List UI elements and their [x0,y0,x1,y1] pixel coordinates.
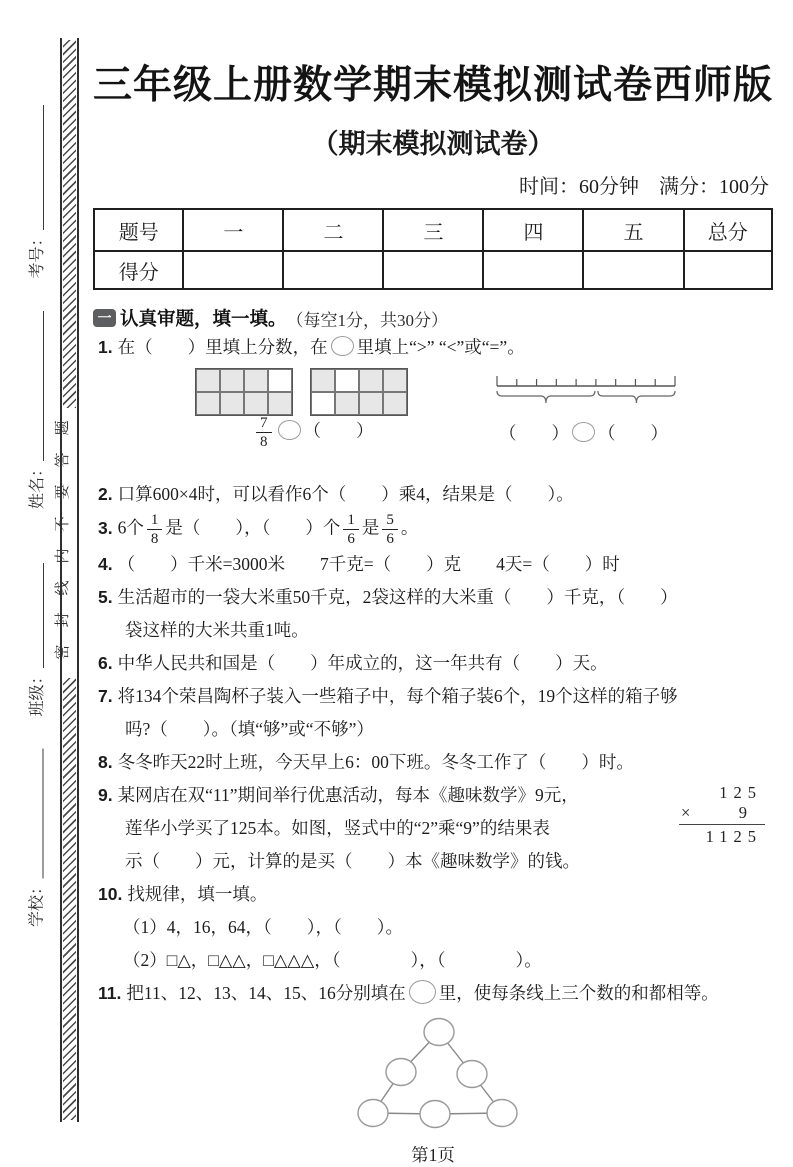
score-cell [583,251,683,289]
score-cell [283,251,383,289]
time-score-info: 时间：60分钟 满分：100分 [519,176,769,198]
class-field [27,555,49,725]
exam-content [93,0,773,1167]
question-7-text2: 吗?（ ）。（填“够”或“不够”） [125,719,374,739]
question-3-text: 6个 [117,517,144,538]
shaded-cell [220,392,244,415]
class-blank-line [29,564,44,669]
school-label: 学校： [28,879,46,928]
question-9-line3 [93,845,673,878]
seal-warning-char: 线 [55,580,71,596]
score-table-header-row [94,209,772,251]
school-blank-line [29,749,44,879]
exam-number-label: 考号： [29,230,46,279]
section-1-header [93,305,773,331]
question-5 [93,581,773,614]
shaded-cell [335,392,359,415]
question-10-number: 10. [98,884,123,904]
seal-warning-char: 内 [55,548,71,564]
question-2-number: 2. [98,484,113,504]
fraction-one-sixth: $\frac{1}{6}$ [343,511,359,548]
question-9-text3: 示（ ）元，计算的是买（ ）本《趣味数学》的钱。 [125,851,580,871]
question-6 [93,647,773,680]
shaded-cell [196,392,220,415]
compare-circle-icon [278,420,301,440]
score-cell [183,251,283,289]
page-number: 第1页 [411,1145,455,1165]
question-5-text2: 袋这样的大米共重1吨。 [125,620,309,640]
question-11-number: 11. [98,983,122,1003]
question-10-sub2 [93,944,773,977]
product: 1125 [705,827,762,846]
compare-circle-icon [331,336,354,356]
shaded-cell [196,369,220,392]
fraction-one-eighth: $\frac{1}{8}$ [147,511,163,548]
question-11-text: 把11、12、13、14、15、16分别填在 [126,983,406,1003]
seal-warning-char: 要 [55,484,71,500]
question-8 [93,746,773,779]
question-2 [93,478,773,511]
score-table-score-row [94,251,772,289]
question-4 [93,548,773,581]
question-10-sub1-text: （1）4，16，64，（ ），（ ）。 [123,917,403,937]
seal-hatch-bottom [63,678,76,1120]
empty-cell [311,392,335,415]
fraction-grid-1 [195,368,293,416]
answer-blank: （ ） [499,423,569,443]
question-3-number: 3. [98,517,113,538]
answer-circle [487,1100,517,1127]
seal-warning-char: 密 [55,644,71,660]
question-6-text: 中华人民共和国是（ ）年成立的，这一年共有（ ）天。 [117,653,608,673]
answer-blank: （ ） [303,420,374,441]
question-7-continued [93,713,773,746]
score-col-header: 二 [283,209,383,251]
question-10-text: 找规律，填一填。 [127,884,268,904]
question-11-text2: 里，使每条线上三个数的和都相等。 [438,983,719,1003]
multiply-sign: × [681,803,691,822]
question-8-text: 冬冬昨天22时上班，今天早上6：00下班。冬冬工作了（ ）时。 [117,752,634,772]
shaded-cell [359,392,383,415]
question-7-text: 将134个荣昌陶杯子装入一些箱子中，每个箱子装6个，19个这样的箱子够 [117,686,678,706]
exam-number-field [27,97,49,287]
fraction-seven-eighths: $\frac{7}{8}$ [256,414,272,451]
question-3-text: 是（ ），（ ）个 [165,517,341,538]
shaded-cell [359,369,383,392]
page-title: 三年级上册数学期末模拟测试卷西师版 [93,64,774,107]
answer-blank: （ ） [598,423,668,443]
question-9-number: 9. [98,785,113,805]
shaded-cell [268,392,292,415]
answer-circle [358,1100,388,1127]
answer-circle [386,1059,416,1086]
question-10 [93,878,773,911]
compare-circle-icon [572,422,595,442]
question-11-triangle-figure [93,1010,773,1138]
triangle-circles-figure [355,1012,533,1136]
question-1-text2: 里填上“>” “<”或“=”。 [356,337,525,357]
question-5-text: 生活超市的一袋大米重50千克，2袋这样的大米重（ ）千克，（ ） [117,587,678,607]
question-5-continued [93,614,773,647]
answer-circle [424,1019,454,1046]
score-col-header: 五 [583,209,683,251]
empty-cell [268,369,292,392]
fraction-five-sixths: $\frac{5}{6}$ [382,511,398,548]
answer-circle [420,1101,450,1128]
shaded-cell [244,369,268,392]
numberline-compare-row [499,420,668,445]
section-1-title: 认真审题，填一填。 [120,308,287,329]
fill-circle-icon [409,980,436,1004]
empty-cell [335,369,359,392]
question-1-figure [93,364,773,478]
vertical-multiplication-figure [679,783,765,847]
score-row-label: 得分 [94,251,183,289]
section-1-note: （每空1分，共30分） [286,310,449,330]
score-cell [383,251,483,289]
question-4-number: 4. [98,554,113,574]
question-6-number: 6. [98,653,113,673]
score-col-header: 题号 [94,209,183,251]
shaded-cell [311,369,335,392]
student-name-label: 姓名： [29,461,46,510]
section-1-badge: 一 [93,309,116,327]
question-11 [93,977,773,1010]
score-cell [483,251,583,289]
score-table [93,208,773,290]
shaded-cell [220,369,244,392]
question-2-text: 口算600×4时，可以看作6个（ ）乘4，结果是（ ）。 [117,484,574,504]
fraction-grid-2 [310,368,408,416]
seal-warning-text [56,412,80,668]
score-col-header: 三 [383,209,483,251]
seal-warning-char: 封 [55,612,71,628]
seal-warning-char: 答 [55,452,71,468]
question-1 [93,331,773,364]
exam-number-blank-line [29,106,44,231]
school-field [27,741,49,936]
question-9-line2 [93,812,673,845]
student-name-blank-line [29,311,44,461]
seal-hatch-top [63,40,76,408]
class-label: 班级： [29,668,46,717]
question-10-sub1 [93,911,773,944]
question-4-text: （ ）千米=3000米 7千克=（ ）克 4天=（ ）时 [117,554,620,574]
question-5-number: 5. [98,587,113,607]
question-7-number: 7. [98,686,113,706]
page-subtitle: （期末模拟测试卷） [311,129,555,159]
question-1-number: 1. [98,337,113,357]
score-col-header: 四 [483,209,583,251]
question-3 [93,511,773,548]
question-8-number: 8. [98,752,113,772]
student-name-field [27,300,49,520]
question-3-text: 是 [361,517,380,538]
multiplier: 9 [738,803,753,822]
grid-compare-row [253,414,374,451]
shaded-cell [244,392,268,415]
shaded-cell [383,392,407,415]
question-3-text: 。 [400,517,419,538]
answer-circle [457,1061,487,1088]
score-cell [684,251,773,289]
score-col-header: 总分 [684,209,773,251]
seal-warning-char: 题 [55,420,71,436]
number-line-figure [493,374,683,418]
question-10-sub2-text: （2）□△，□△△，□△△△，（ ），（ ）。 [123,950,542,970]
question-9-text: 某网店在双“11”期间举行优惠活动，每本《趣味数学》9元， [117,785,579,805]
question-7 [93,680,773,713]
score-col-header: 一 [183,209,283,251]
question-9-text2: 莲华小学买了125本。如图，竖式中的“2”乘“9”的结果表 [125,818,550,838]
seal-warning-char: 不 [55,516,71,532]
multiplier-row [679,803,765,825]
shaded-cell [383,369,407,392]
question-9-line1 [93,779,673,812]
question-9 [93,779,773,878]
multiplicand: 125 [719,783,762,802]
question-1-text: 在（ ）里填上分数，在 [117,337,328,357]
